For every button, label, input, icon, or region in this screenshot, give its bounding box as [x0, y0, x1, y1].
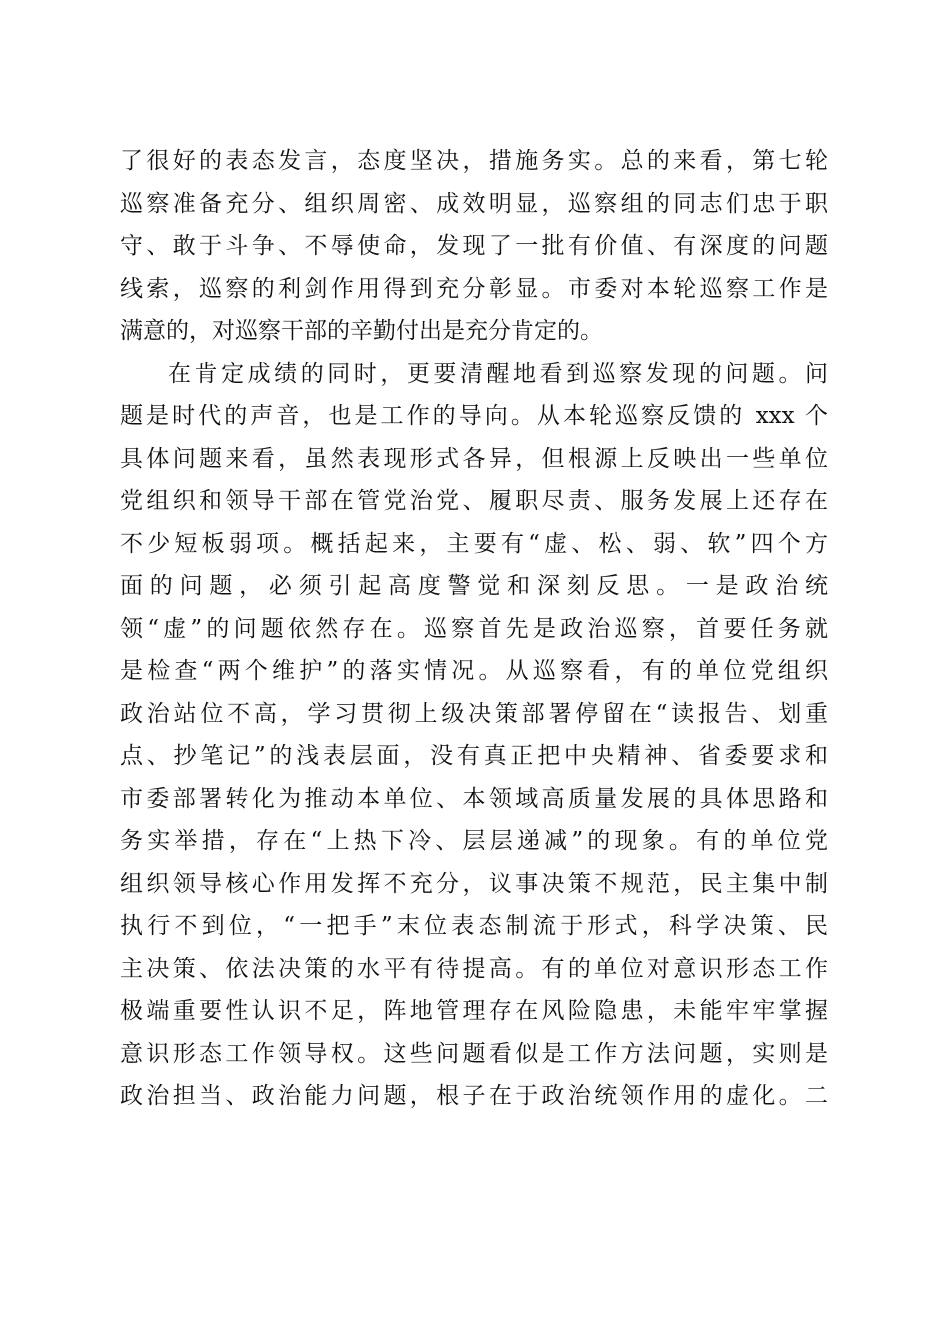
text-line: 组织领导核心作用发挥不充分，议事决策不规范，民主集中制	[120, 870, 828, 897]
text-line: 了很好的表态发言，态度坚决，措施务实。总的来看，第七轮	[120, 148, 828, 174]
text-line: 政治担当、政治能力问题，根子在于政治统领作用的虚化。二	[120, 1083, 828, 1109]
text-line: 巡察准备充分、组织周密、成效明显，巡察组的同志们忠于职	[120, 190, 828, 217]
text-line: 题是时代的声音，也是工作的导向。从本轮巡察反馈的 xxx 个	[120, 403, 828, 429]
text-line: 点、抄笔记”的浅表层面，没有真正把中央精神、省委要求和	[120, 743, 828, 769]
text-line: 不少短板弱项。概括起来，主要有“虚、松、弱、软”四个方	[120, 530, 828, 557]
text-line: 是检查“两个维护”的落实情况。从巡察看，有的单位党组织	[120, 658, 828, 684]
text-line: 线索，巡察的利剑作用得到充分彰显。市委对本轮巡察工作是	[120, 275, 828, 302]
paragraph-2	[120, 353, 828, 1118]
body-text	[120, 140, 828, 1118]
text-line: 主决策、依法决策的水平有待提高。有的单位对意识形态工作	[120, 955, 828, 982]
text-line: 市委部署转化为推动本单位、本领域高质量发展的具体思路和	[120, 785, 828, 812]
text-line: 具体问题来看，虽然表现形式各异，但根源上反映出一些单位	[120, 445, 828, 472]
text-line: 极端重要性认识不足，阵地管理存在风险隐患，未能牢牢掌握	[120, 998, 828, 1024]
text-line: 党组织和领导干部在管党治党、履职尽责、服务发展上还存在	[120, 488, 828, 514]
text-line: 执行不到位，“一把手”末位表态制流于形式，科学决策、民	[120, 913, 828, 939]
text-line: 政治站位不高，学习贯彻上级决策部署停留在“读报告、划重	[120, 700, 828, 727]
text-line: 满意的，对巡察干部的辛勤付出是充分肯定的。	[120, 318, 603, 344]
text-line: 守、敢于斗争、不辱使命，发现了一批有价值、有深度的问题	[120, 233, 828, 259]
text-line: 领“虚”的问题依然存在。巡察首先是政治巡察，首要任务就	[120, 615, 828, 642]
text-line: 意识形态工作领导权。这些问题看似是工作方法问题，实则是	[120, 1040, 828, 1067]
text-line: 在肯定成绩的同时，更要清醒地看到巡察发现的问题。问	[168, 360, 828, 387]
paragraph-1	[120, 140, 828, 353]
text-line: 务实举措，存在“上热下冷、层层递减”的现象。有的单位党	[120, 828, 828, 854]
text-line: 面的问题，必须引起高度警觉和深刻反思。一是政治统	[120, 573, 828, 599]
